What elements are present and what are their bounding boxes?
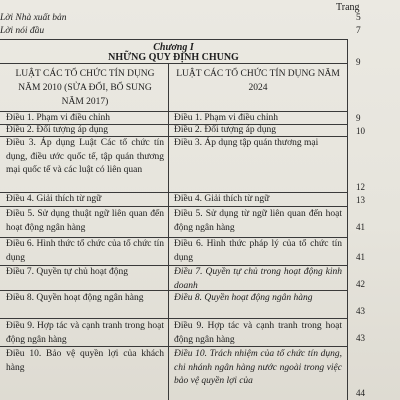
column-divider (168, 63, 169, 400)
article-2-2010: Điều 2. Đối tượng áp dụng (6, 125, 108, 135)
article-8-2024: Điều 8. Quyền hoạt động ngân hàng (174, 293, 313, 303)
article-9-2024: Điều 9. Hợp tác và cạnh tranh trong hoạt động ngân hàng (174, 321, 342, 345)
article-3-2024: Điều 3. Áp dụng tập quán thương mại (174, 138, 319, 148)
article-5-2024: Điều 5. Sử dụng từ ngữ liên quan đến hoạt động ngân hàng (174, 209, 342, 233)
rule (0, 63, 347, 64)
rule (0, 318, 347, 319)
page-column-label: Trang (336, 2, 360, 13)
toc-header (0, 0, 400, 40)
row-page: 10 (356, 126, 365, 136)
article-4-2010: Điều 4. Giải thích từ ngữ (6, 194, 102, 204)
column-head-2024: LUẬT CÁC TỔ CHỨC TÍN DỤNG NĂM 2024 (176, 69, 340, 93)
article-3-2010: Điều 3. Áp dụng Luật Các tổ chức tín dụng, điều ước quốc tế, tập quán thương mại quốc tế và các luật có liên quan (6, 138, 164, 175)
row-page: 44 (356, 388, 365, 398)
article-1-2024: Điều 1. Phạm vi điều chỉnh (174, 113, 278, 123)
article-5-2010: Điều 5. Sử dụng thuật ngữ liên quan đến hoạt động ngân hàng (6, 209, 164, 233)
article-7-2010: Điều 7. Quyền tự chủ hoạt động (6, 267, 129, 277)
pre-item-text: Lời nói đầu (0, 26, 45, 36)
pre-item-page: 5 (356, 13, 361, 23)
article-9-2010: Điều 9. Hợp tác và cạnh tranh trong hoạt động ngân hàng (6, 321, 164, 345)
rule (0, 39, 347, 40)
row-page: 12 (356, 182, 365, 192)
article-10-2010: Điều 10. Bảo vệ quyền lợi của khách hàng (6, 349, 164, 373)
chapter-name: NHỮNG QUY ĐỊNH CHUNG (108, 52, 239, 63)
article-10-2024: Điều 10. Trách nhiệm của tổ chức tín dụng, chi nhánh ngân hàng nước ngoài trong việc bảo vệ quyền lợi của (174, 349, 342, 386)
pre-item-page: 7 (356, 26, 361, 36)
pre-item-foreword (0, 26, 361, 36)
article-1-2010: Điều 1. Phạm vi điều chỉnh (6, 113, 110, 123)
rule (0, 290, 347, 291)
pre-item-text: Lời Nhà xuất bản (0, 13, 67, 23)
rule (0, 346, 347, 347)
row-page: 43 (356, 306, 365, 316)
article-4-2024: Điều 4. Giải thích từ ngữ (174, 194, 270, 204)
row-page: 9 (356, 113, 361, 123)
chapter-title: Chương I (153, 42, 194, 53)
article-2-2024: Điều 2. Đối tượng áp dụng (174, 125, 276, 135)
row-page: 13 (356, 195, 365, 205)
article-8-2010: Điều 8. Quyền hoạt động ngân hàng (6, 293, 144, 303)
pre-item-publisher-note (0, 13, 361, 23)
row-page: 43 (356, 333, 365, 343)
row-page: 42 (356, 279, 365, 289)
chapter-page: 9 (356, 57, 361, 67)
article-6-2024: Điều 6. Hình thức pháp lý của tổ chức tín dụng (174, 239, 342, 263)
article-6-2010: Điều 6. Hình thức tổ chức của tổ chức tín dụng (6, 239, 164, 263)
article-7-2024: Điều 7. Quyền tự chủ trong hoạt động kinh doanh (174, 267, 342, 290)
column-head-2010: LUẬT CÁC TỔ CHỨC TÍN DỤNG NĂM 2010 (SỬA ĐỔI, BỔ SUNG NĂM 2017) (15, 69, 155, 107)
row-page: 41 (356, 252, 365, 262)
row-page: 41 (356, 222, 365, 232)
